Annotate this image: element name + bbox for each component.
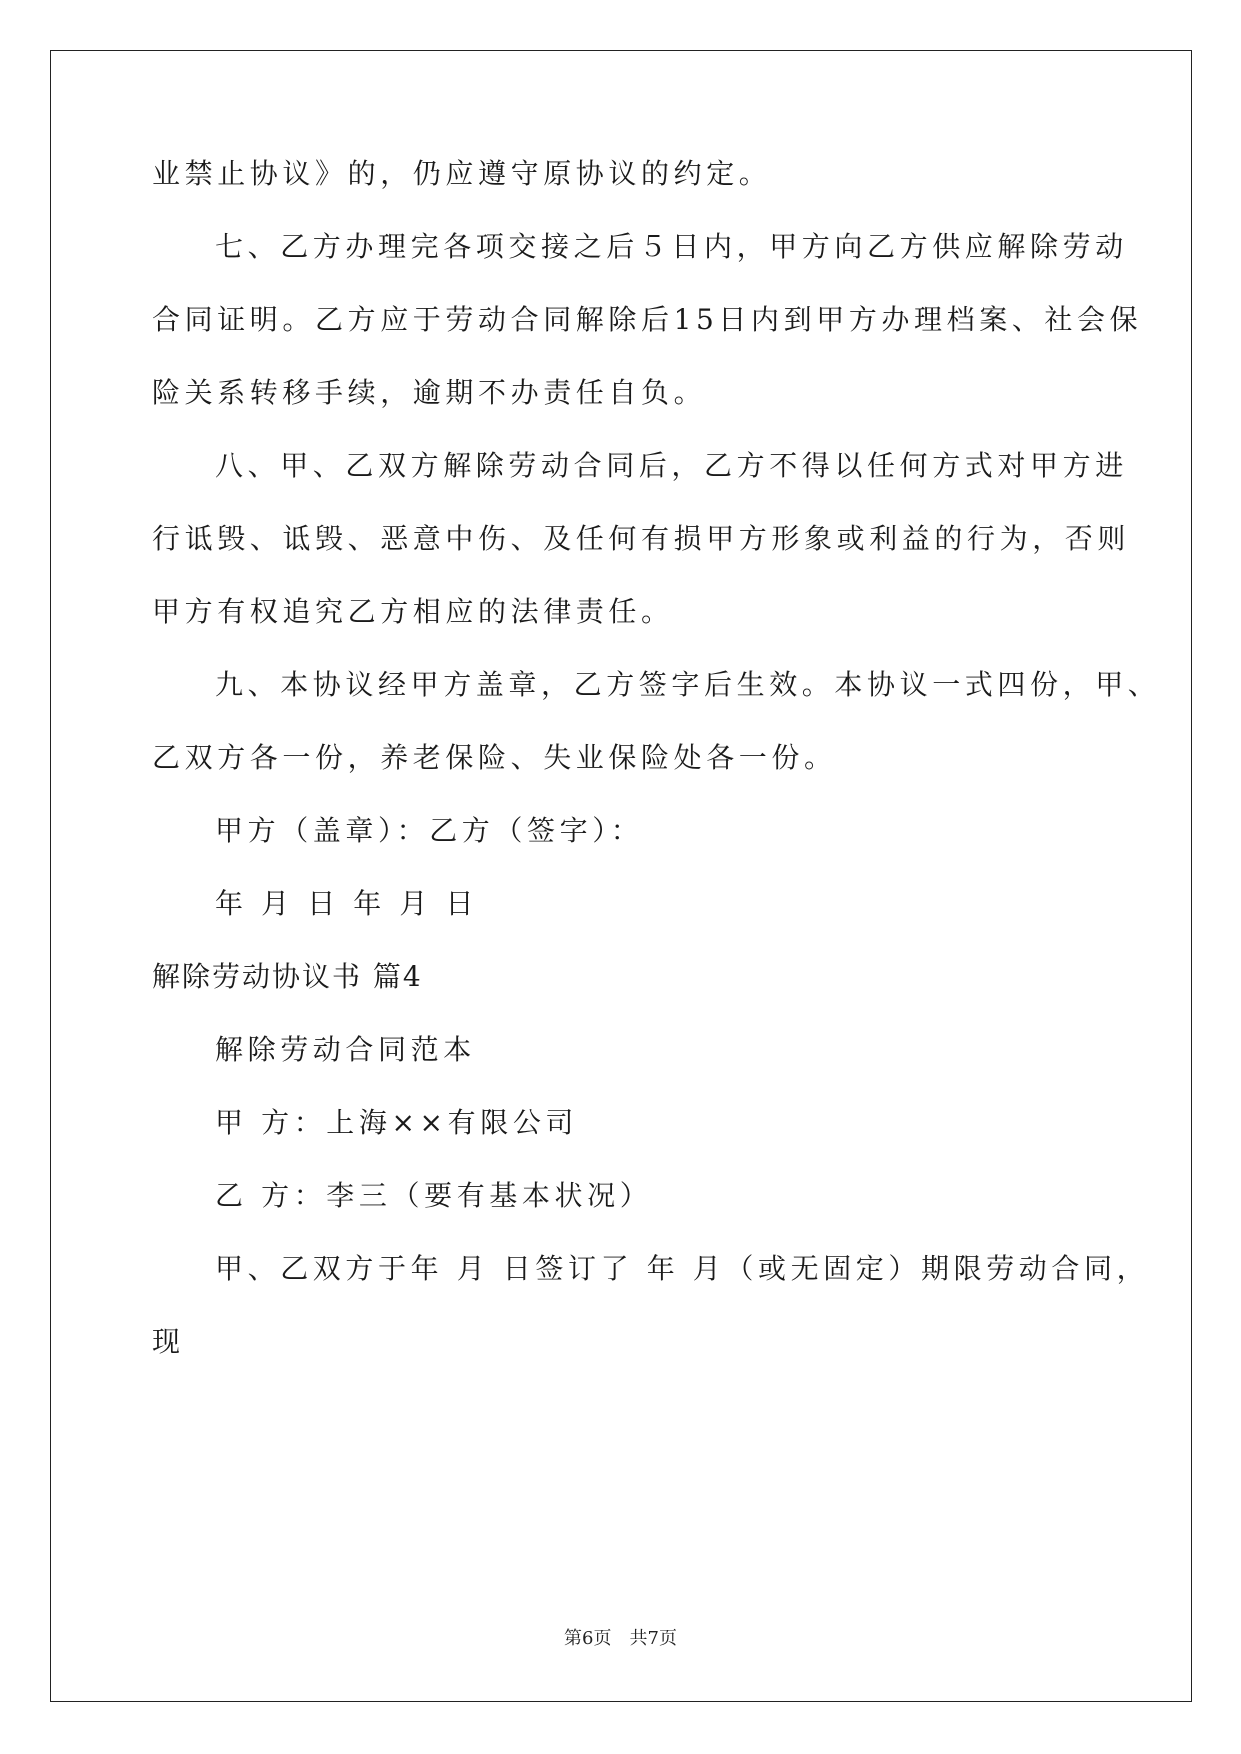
paragraph-line: 八、甲、乙双方解除劳动合同后，乙方不得以任何方式对甲方进 (215, 449, 1128, 482)
paragraph-line: 业禁止协议》的，仍应遵守原协议的约定。 (152, 157, 772, 190)
page-border (50, 50, 1192, 1702)
paragraph-line: 险关系转移手续，逾期不办责任自负。 (152, 376, 707, 409)
section-heading: 解除劳动协议书 篇4 (152, 960, 423, 993)
document-title: 解除劳动合同范本 (215, 1033, 476, 1066)
paragraph-line: 行诋毁、诋毁、恶意中伤、及任何有损甲方形象或利益的行为，否则 (152, 522, 1131, 555)
paragraph-line: 现 (152, 1325, 185, 1358)
paragraph-line: 九、本协议经甲方盖章，乙方签字后生效。本协议一式四份，甲、 (215, 668, 1161, 701)
paragraph-line: 甲、乙双方于年 月 日签订了 年 月（或无固定）期限劳动合同， (215, 1252, 1150, 1285)
page-number: 第6页 (564, 1628, 612, 1649)
party-a-line: 甲 方：上海××有限公司 (215, 1106, 579, 1139)
signature-line: 甲方（盖章）：乙方（签字）： (215, 814, 644, 847)
paragraph-line: 七、乙方办理完各项交接之后５日内，甲方向乙方供应解除劳动 (215, 230, 1128, 263)
paragraph-line: 甲方有权追究乙方相应的法律责任。 (152, 595, 674, 628)
paragraph-line: 乙双方各一份，养老保险、失业保险处各一份。 (152, 741, 837, 774)
page-footer (0, 1627, 1241, 1651)
date-line: 年 月 日 年 月 日 (215, 887, 479, 920)
paragraph-line: 合同证明。乙方应于劳动合同解除后15日内到甲方办理档案、社会保 (152, 303, 1143, 336)
page-total: 共7页 (629, 1628, 677, 1649)
party-b-line: 乙 方：李三（要有基本状况） (215, 1179, 653, 1212)
